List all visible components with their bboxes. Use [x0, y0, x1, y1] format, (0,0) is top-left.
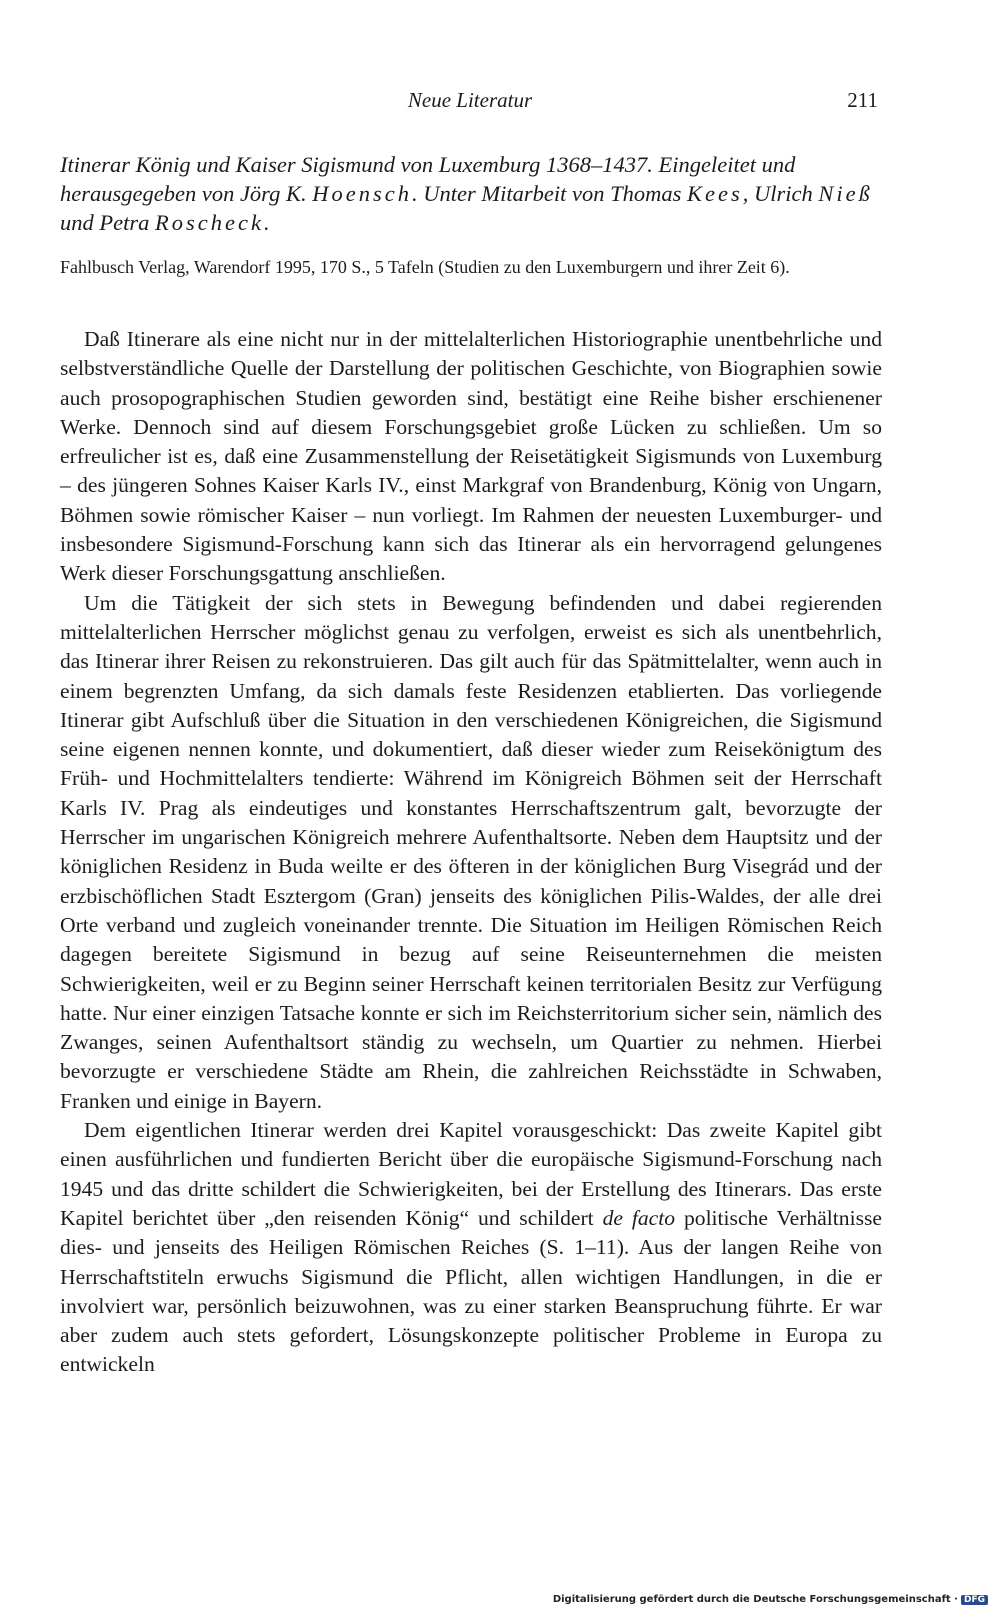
collaborator-name: Roscheck	[155, 210, 264, 235]
dfg-logo: DFG	[961, 1595, 988, 1605]
paragraph-text: Dem eigentlichen Itinerar werden drei Kapitel vorausgeschickt: Das zweite Kapitel gibt einen ausführlichen und fundierten Bericht über die europäische Sigismund-Forschung nach 1945 und das dritte schildert die Schwierigkeiten, bei der Erstellung des Itinerars. Das erste Kapitel berichtet über „den reisenden König“ und schildert	[60, 1118, 882, 1230]
citation-end: .	[263, 210, 270, 235]
collaborator-name: Kees	[686, 181, 743, 206]
separator: und Petra	[60, 210, 150, 235]
separator: , Ulrich	[742, 181, 813, 206]
collaborator-name: Nieß	[818, 181, 873, 206]
collaboration-note: . Unter Mitarbeit von Thomas	[411, 181, 682, 206]
page-number: 211	[847, 88, 878, 112]
book-title: Itinerar König und Kaiser Sigismund von Luxemburg 1368–1437. Eingeleitet und herausgegeben von Jörg K.	[60, 152, 796, 206]
review-body	[60, 325, 882, 1380]
digitization-credit	[553, 1594, 988, 1605]
credit-text: Digitalisierung gefördert durch die Deutsche Forschungsgemeinschaft ·	[552, 1594, 958, 1605]
italic-term: de facto	[602, 1205, 676, 1230]
running-head: Neue Literatur	[407, 88, 533, 112]
book-citation	[60, 150, 882, 237]
paragraph-text: politische Verhältnisse dies- und jenseits des Heiligen Römischen Reiches (S. 1–11). Aus der langen Reihe von Herrschaftstiteln erwuchs Sigismund die Pflicht, allen wichtigen Handlungen, in die er involviert war, persönlich beizuwohnen, was zu einer starken Beanspruchung führte. Er war aber zudem auch stets gefordert, Lösungskonzepte politischer Probleme in Europa zu entwickeln	[60, 1205, 882, 1377]
paragraph: Um die Tätigkeit der sich stets in Bewegung befindenden und dabei regierenden mittelalterlichen Herrscher möglichst genau zu verfolgen, erweist es sich als unentbehrlich, das Itinerar ihrer Reisen zu rekonstruieren. Das gilt auch für das Spätmittelalter, wenn auch in einem begrenzten Umfang, da sich damals feste Residenzen etablierten. Das vorliegende Itinerar gibt Aufschluß über die Situation in den verschiedenen Königreichen, die Sigismund seine eigenen nennen konnte, und dokumentiert, daß dieser wieder zum Reisekönigtum des Früh- und Hochmittelalters tendierte: Während im Königreich Böhmen seit der Herrschaft Karls IV. Prag als eindeutiges und konstantes Herrschaftszentrum galt, bevorzugte der Herrscher im ungarischen Königreich mehrere Aufenthaltsorte. Neben dem Hauptsitz und der königlichen Residenz in Buda weilte er des öfteren in der königlichen Burg Visegrád und der erzbischöflichen Stadt Esztergom (Gran) jenseits des königlichen Pilis-Waldes, der alle drei Orte verband und zugleich voneinander trennte. Die Situation im Heiligen Römischen Reich dagegen bereitete Sigismund in bezug auf seine Reiseunternehmen die meisten Schwierigkeiten, weil er zu Beginn seiner Herrschaft keinen territorialen Besitz zur Verfügung hatte. Nur einer einzigen Tatsache konnte er sich im Reichsterritorium sicher sein, nämlich des Zwanges, seinen Aufenthaltsort ständig zu wechseln, um Quartier zu nehmen. Hierbei bevorzugte er verschiedene Städte am Rhein, die zahlreichen Reichsstädte in Schwaben, Franken und einige in Bayern.	[60, 590, 882, 1113]
paragraph: Daß Itinerare als eine nicht nur in der mittelalterlichen Historiographie unentbehrliche und selbstverständliche Quelle der Darstellung der politischen Geschichte, von Biographien sowie auch prosopographischen Studien geworden sind, bestätigt eine Reihe bisher erschienener Werke. Dennoch sind auf diesem Forschungsgebiet große Lücken zu schließen. Um so erfreulicher ist es, daß eine Zusammenstellung der Reisetätigkeit Sigismunds von Luxemburg – des jüngeren Sohnes Kaiser Karls IV., einst Markgraf von Brandenburg, König von Ungarn, Böhmen sowie römischer Kaiser – nun vorliegt. Im Rahmen der neuesten Luxemburger- und insbesondere Sigismund-Forschung kann sich das Itinerar als ein hervorragend gelungenes Werk dieser Forschungsgattung anschließen.	[60, 327, 882, 586]
publication-info: Fahlbusch Verlag, Warendorf 1995, 170 S., 5 Tafeln (Studien zu den Luxemburgern und ihrer Zeit 6).	[60, 257, 790, 277]
paragraph	[60, 1116, 882, 1380]
editor-name: Hoensch	[312, 181, 412, 206]
